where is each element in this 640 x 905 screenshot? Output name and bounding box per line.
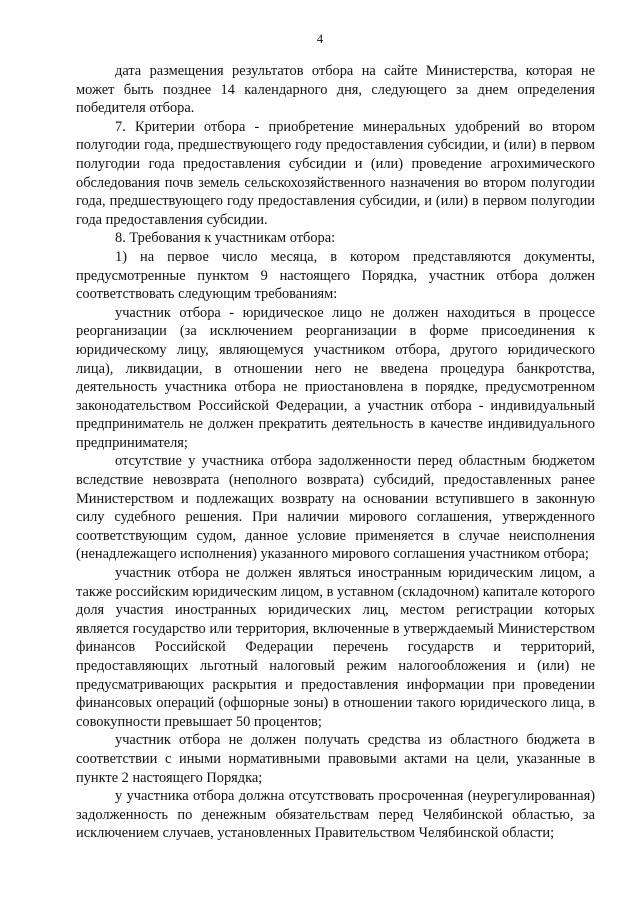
paragraph-no-other-funds: участник отбора не должен получать средства из областного бюджета в соответствии с иными нормативными правовыми актами на цели, указанные в пункте 2 настоящего Порядка;	[76, 732, 595, 786]
paragraph-no-debt-to-budget: отсутствие у участника отбора задолженности перед областным бюджетом вследствие невозврата (неполного возврата) субсидий, предоставленных ранее Министерством и подлежащих возврату на основании вступившего в законную силу судебного решения. При наличии мирового соглашения, утвержденного соответствующим судом, данное условие применяется в случае неисполнения (ненадлежащего исполнения) указанного мирового соглашения участником отбора;	[76, 453, 595, 563]
paragraph-participant-requirements-heading: 8. Требования к участникам отбора:	[115, 230, 336, 247]
paragraph-announcement-date: дата размещения результатов отбора на сайте Министерства, которая не может быть позднее 14 календарного дня, следующего за днем определения победителя отбора.	[76, 63, 595, 117]
paragraph-not-foreign-entity: участник отбора не должен являться иностранным юридическим лицом, а также российским юридическим лицом, в уставном (складочном) капитале которого доля участия иностранных юридических лиц, местом регистрации которых является государство или территория, включенные в утверждаемый Министерством финансов Российской Федерации перечень государств и территорий, предоставляющих льготный налоговый режим налогообложения и (или) не предусматривающих раскрытия и предоставления информации при проведении финансовых операций (офшорные зоны) в отношении такого юридического лица, в совокупности превышает 50 процентов;	[76, 565, 595, 730]
paragraph-no-overdue-debt: у участника отбора должна отсутствовать просроченная (неурегулированная) задолженность по денежным обязательствам перед Челябинской областью, за исключением случаев, установленных Правительством Челябинской области;	[76, 788, 595, 842]
paragraph-no-reorganization: участник отбора - юридическое лицо не должен находиться в процессе реорганизации (за исключением реорганизации в форме присоединения к юридическому лицу, являющемуся участником отбора, другого юридического лица), ликвидации, в отношении него не введена процедура банкротства, деятельность участника отбора не приостановлена в порядке, предусмотренном законодательством Российской Федерации, а участник отбора - индивидуальный предприниматель не должен прекратить деятельность в качестве индивидуального предпринимателя;	[76, 304, 595, 451]
paragraph-selection-criteria: 7. Критерии отбора - приобретение минеральных удобрений во втором полугодии года, предшествующего году предоставления субсидии, и (или) в первом полугодии года предоставления субсидии и (или) проведение агрохимического обследования почв земель сельскохозяйственного назначения во втором полугодии года, предшествующего году предоставления субсидии, и (или) в первом полугодии года предоставления субсидии.	[76, 118, 595, 228]
page-number: 4	[316, 32, 324, 46]
document-body	[76, 62, 595, 843]
paragraph-requirement-1-intro: 1) на первое число месяца, в котором представляются документы, предусмотренные пунктом 9 настоящего Порядка, участник отбора должен соответствовать следующим требованиям:	[76, 248, 595, 303]
